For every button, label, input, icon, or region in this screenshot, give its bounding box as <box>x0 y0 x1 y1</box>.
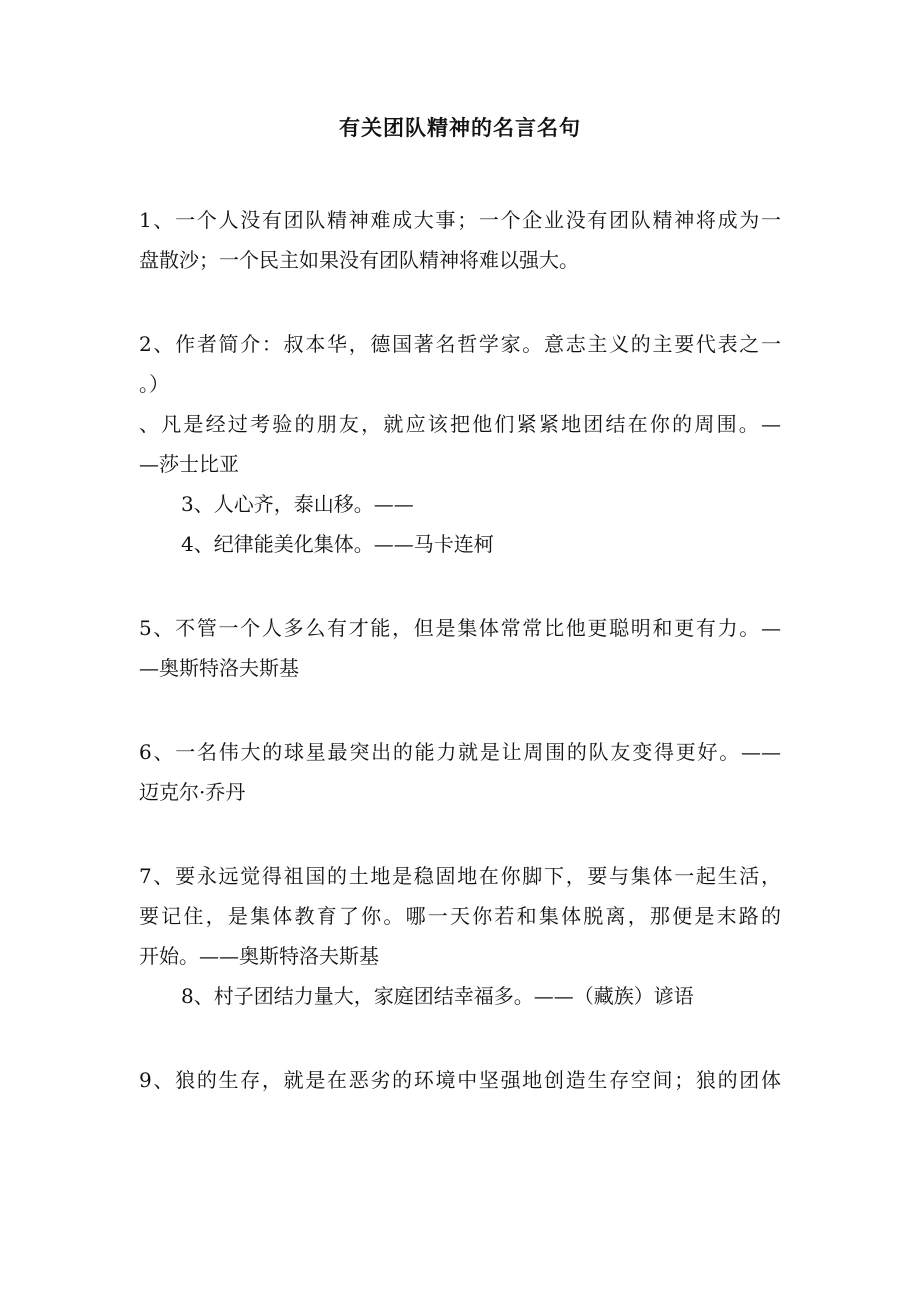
quote-5-line-1: 5、不管一个人多么有才能，但是集体常常比他更聪明和更有力。— <box>139 616 781 640</box>
quote-2-line-2: 。） <box>139 372 169 396</box>
paragraph-gap <box>139 280 781 324</box>
quote-1-line-2: 盘散沙；一个民主如果没有团队精神将难以强大。 <box>139 248 579 272</box>
quote-6-line-1: 6、一名伟大的球星最突出的能力就是让周围的队友变得更好。—— <box>139 740 781 764</box>
document-title: 有关团队精神的名言名句 <box>339 115 581 140</box>
quote-7-line-1: 7、要永远觉得祖国的土地是稳固地在你脚下，要与集体一起生活， <box>139 864 781 888</box>
quote-2-line-3: 、凡是经过考验的朋友，就应该把他们紧紧地团结在你的周围。— <box>139 412 781 436</box>
quote-7-line-3: 开始。——奥斯特洛夫斯基 <box>139 944 379 968</box>
quote-5-line-2: —奥斯特洛夫斯基 <box>139 656 299 680</box>
quote-8: 8、村子团结力量大，家庭团结幸福多。——（藏族）谚语 <box>181 984 694 1008</box>
paragraph-gap <box>139 564 781 608</box>
quote-4: 4、纪律能美化集体。——马卡连柯 <box>181 532 494 556</box>
quote-9-line-1: 9、狼的生存，就是在恶劣的环境中坚强地创造生存空间；狼的团体 <box>139 1068 781 1092</box>
paragraph-gap <box>139 812 781 856</box>
paragraph-gap <box>139 1016 781 1060</box>
paragraph-gap <box>139 688 781 732</box>
quote-2-line-4: —莎士比亚 <box>139 452 239 476</box>
quote-6-line-2: 迈克尔·乔丹 <box>139 780 246 804</box>
quote-7-line-2: 要记住，是集体教育了你。哪一天你若和集体脱离，那便是末路的 <box>139 904 781 928</box>
quote-3: 3、人心齐，泰山移。—— <box>181 492 414 516</box>
quote-2-line-1: 2、作者简介：叔本华，德国著名哲学家。意志主义的主要代表之一 <box>139 332 781 356</box>
document-body <box>139 200 781 1100</box>
quote-1-line-1: 1、一个人没有团队精神难成大事；一个企业没有团队精神将成为一 <box>139 208 781 232</box>
